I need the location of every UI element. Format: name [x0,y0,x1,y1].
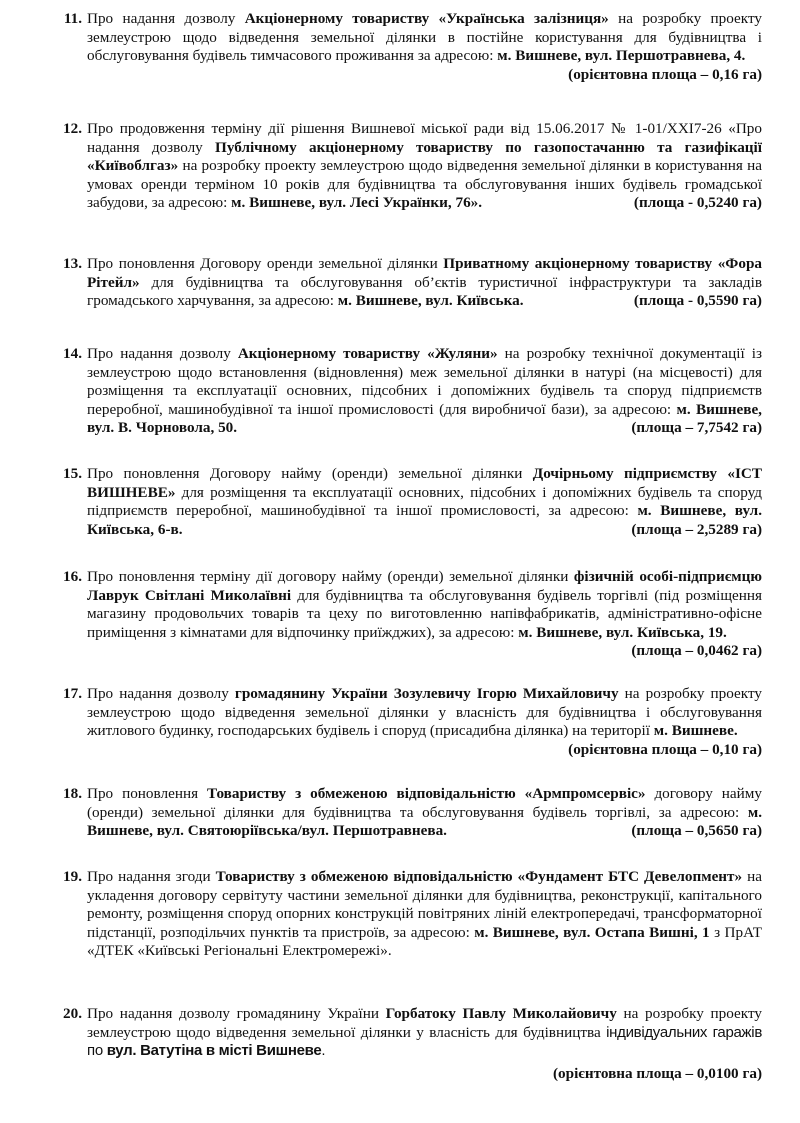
item-number: 20. [63,1005,82,1022]
item-area: (площа – 2,5289 га) [631,520,762,538]
item-text: Про поновлення Договору оренди земельної ділянки Приватному акціонерному товариству «Фора Рітейл» для будівництва та обслуговування об’єктів туристичної інфраструктури та закладів громадського харчування, за адресою: м. Вишневе, вул. Київська. (площа - 0,5590 га) [87,255,762,309]
resolution-item-14 [50,345,762,438]
item-number: 15. [63,465,82,482]
item-text: Про надання дозволу Акціонерному товариству «Жуляни» на розробку технічної документації із землеустрою щодо встановлення (відновлення) меж земельної ділянки в натурі (на місцевості) для розміщення та експлуатації основних, підсобних і допоміжних будівель та споруд підприємств переробної, машинобудівної та іншої промисловості (для виробничої бази), за адресою: м. Вишневе, вул. В. Чорновола, 50. (площа – 7,7542 га) [87,345,762,436]
resolution-item-11 [50,10,762,84]
resolution-item-12 [50,120,762,213]
item-number: 13. [63,255,82,272]
item-text: Про продовження терміну дії рішення Вишневої міської ради від 15.06.2017 № 1-01/XXI7-26 «Про надання дозволу Публічному акціонерному товариству по газопостачанню та газифікації «Київоблгаз» на розробку проекту землеустрою щодо відведення земельної ділянки в користування на умовах оренди терміном 10 років для будівництва та обслуговування інших будівель громадської забудови, за адресою: м. Вишневе, вул. Лесі Українки, 76». (площа - 0,5240 га) [87,120,762,211]
item-area: (площа – 7,7542 га) [631,419,762,436]
item-area: (площа – 0,5650 га) [631,822,762,839]
item-number: 19. [63,868,82,885]
item-area: (орієнтовна площа – 0,10 га) [568,740,762,758]
resolution-item-15 [50,465,762,539]
item-area: (площа - 0,5590 га) [633,292,762,309]
resolution-item-13 [50,255,762,311]
item-text: Про надання згоди Товариству з обмеженою відповідальністю «Фундамент БТС Девелопмент» на укладення договору сервітуту частини земельної ділянки для будівництва, реконструкції, капітального ремонту, розміщення споруд опорних конструкцій повітряних ліній електропередачі, трансформаторної підстанції, розподільчих пунктів та пристроїв, за адресою: м. Вишневе, вул. Остапа Вишні, 1 з ПрАТ «ДТЕК «Київські Регіональні Електромережі». [87,868,762,959]
item-number: 14. [63,345,82,362]
resolution-item-18 [50,785,762,841]
item-area: (орієнтовна площа – 0,0100 га) [552,1064,762,1082]
item-text: Про надання дозволу Акціонерному товариству «Українська залізниця» на розробку проекту землеустрою щодо відведення земельної ділянки в постійне користування для будівництва і обслуговування будівель тимчасового проживання за адресою: м. Вишневе, вул. Першотравнева, 4. (орієнтовна площа – 0,16 га) [87,10,762,83]
item-text: Про поновлення Товариству з обмеженою відповідальністю «Армпромсервіс» договору найму (оренди) земельної ділянки для будівництва та обслуговування будівель торгівлі, за адресою: м. Вишневе, вул. Святоюріївська/вул. Першотравнева. (площа – 0,5650 га) [87,785,762,839]
item-area: (площа – 0,0462 га) [631,642,762,659]
item-number: 16. [63,568,82,585]
item-text: Про поновлення Договору найму (оренди) земельної ділянки Дочірньому підприємству «ІСТ ВИШНЕВЕ» для розміщення та експлуатації основних, підсобних і допоміжних будівель та споруд підприємств переробної, машинобудівної та іншої промисловості, за адресою: м. Вишневе, вул. Київська, 6-в. (площа – 2,5289 га) [87,465,763,538]
item-text: Про поновлення терміну дії договору найму (оренди) земельної ділянки фізичній особі-підприємцю Лаврук Світлані Миколаївні для будівництва та обслуговування будівель торгівлі (під розміщення магазину продовольчих товарів та цеху по виготовленню напівфабрикатів, адміністративно-офісне приміщення з кімнатами для відпочинку приїжджих), за адресою: м. Вишневе, вул. Київська, 19. (площа – 0,0462 га) [87,568,762,659]
resolution-item-20 [50,1005,762,1083]
item-number: 17. [63,685,82,702]
item-text: Про надання дозволу громадянину України Зозулевичу Ігорю Михайловичу на розробку проекту землеустрою щодо відведення земельної ділянки у власність для будівництва і обслуговування житлового будинку, господарських будівель і споруд (присадибна ділянка) на території м. Вишневе. (орієнтовна площа – 0,10 га) [87,685,762,758]
resolution-item-19 [50,868,762,961]
item-text: Про надання дозволу громадянину України Горбатоку Павлу Миколайовичу на розробку проекту землеустрою щодо відведення земельної ділянки у власність для будівництва індивідуальних гаражів по вул. Ватутіна в місті Вишневе. (орієнтовна площа – 0,0100 га) [87,1005,762,1082]
resolution-item-17 [50,685,762,759]
item-number: 12. [63,120,82,137]
item-area: (площа - 0,5240 га) [633,194,762,211]
item-number: 18. [63,785,82,802]
resolution-item-16 [50,568,762,661]
item-area: (орієнтовна площа – 0,16 га) [568,65,762,83]
item-number: 11. [63,10,82,27]
